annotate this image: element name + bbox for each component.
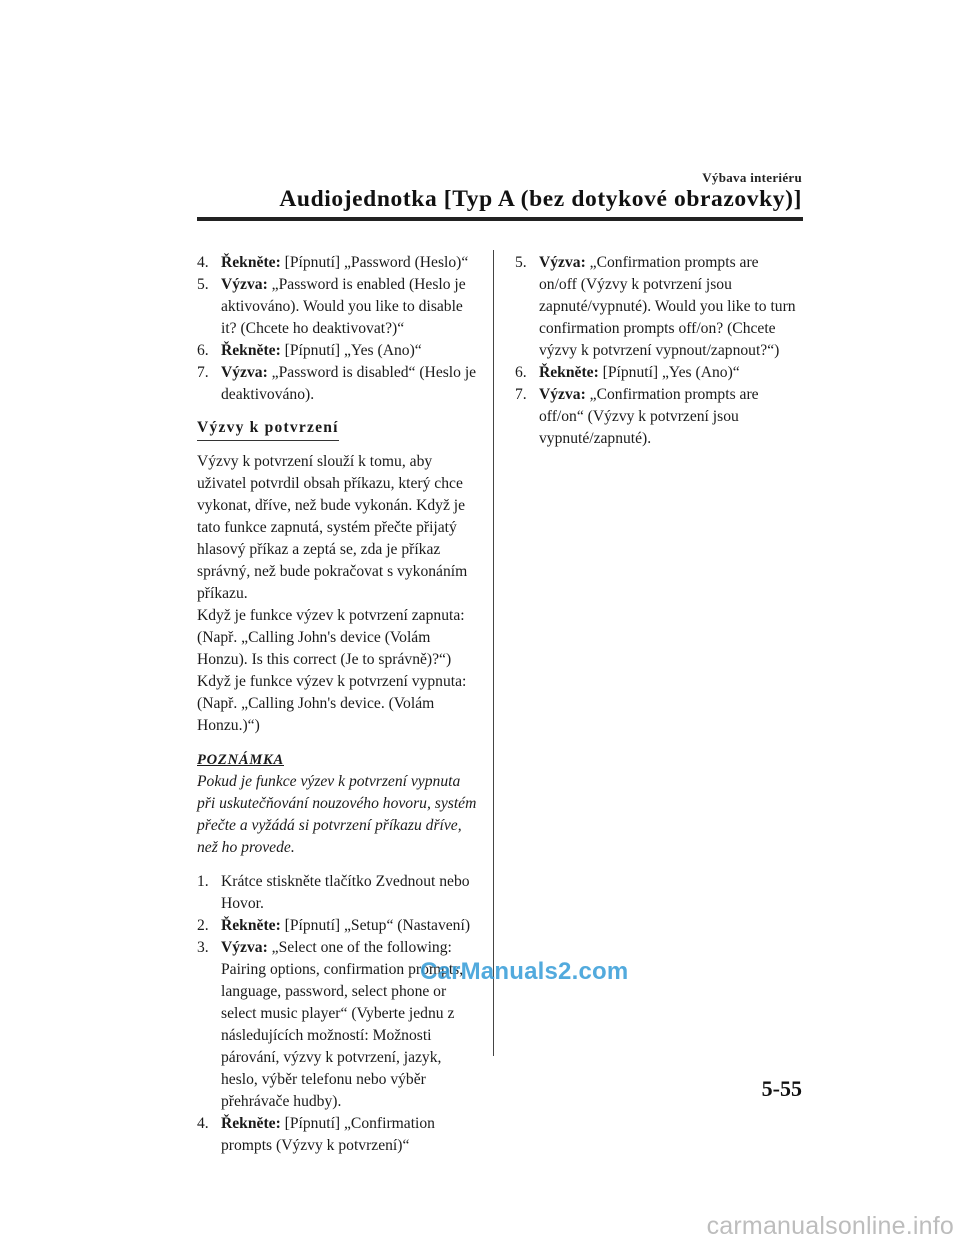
step-number: 4.	[197, 254, 209, 271]
step-text: „Confirmation prompts are on/off (Výzvy k potvrzení jsou zapnuté/vypnuté). Would you like to turn confirmation prompts off/on? (Chcete výzvy k potvrzení vypnout/zapnout?“)	[539, 254, 796, 359]
step-number: 7.	[515, 386, 527, 403]
step-number: 6.	[515, 364, 527, 381]
header-rule	[197, 217, 803, 221]
step-text: [Pípnutí] „Confirmation prompts (Výzvy k potvrzení)“	[221, 1115, 435, 1154]
page-number: 5-55	[761, 1076, 802, 1101]
note-title: POZNÁMKA	[197, 752, 284, 768]
footer-watermark: carmanualsonline.info	[706, 1212, 954, 1240]
step-text: [Pípnutí] „Password (Heslo)“	[280, 254, 469, 271]
step-number: 3.	[197, 939, 209, 956]
step-keyword: Výzva:	[539, 386, 586, 403]
step-item	[197, 915, 482, 937]
step-keyword: Výzva:	[221, 939, 268, 956]
step-item	[197, 340, 482, 362]
page-title: Audiojednotka [Typ A (bez dotykové obrazovky)]	[279, 186, 802, 212]
note-text: Pokud je funkce výzev k potvrzení vypnuta při uskutečňování nouzového hovoru, systém přečte a vyžádá si potvrzení příkazu dříve, než ho provede.	[197, 773, 477, 856]
step-item	[197, 274, 482, 340]
step-text: „Confirmation prompts are off/on“ (Výzvy k potvrzení jsou vypnuté/zapnuté).	[539, 386, 759, 447]
step-keyword: Řekněte:	[221, 917, 281, 934]
step-text: „Password is disabled“ (Heslo je deaktivováno).	[221, 364, 477, 403]
step-item	[197, 871, 482, 915]
paragraph: Když je funkce výzev k potvrzení vypnuta: (Např. „Calling John's device. (Volám Honzu.)“)	[197, 673, 467, 734]
left-column	[197, 252, 482, 1157]
step-item	[197, 362, 482, 406]
step-number: 7.	[197, 364, 209, 381]
step-item	[197, 1113, 482, 1157]
step-item	[515, 384, 800, 450]
paragraph: Když je funkce výzev k potvrzení zapnuta: (Např. „Calling John's device (Volám Honzu). Is this correct (Je to správně)?“)	[197, 607, 465, 668]
step-text: [Pípnutí] „Setup“ (Nastavení)	[280, 917, 471, 934]
subheading: Výzvy k potvrzení	[197, 417, 339, 441]
step-text: [Pípnutí] „Yes (Ano)“	[280, 342, 422, 359]
step-number: 2.	[197, 917, 209, 934]
step-number: 5.	[515, 254, 527, 271]
step-keyword: Řekněte:	[221, 1115, 281, 1132]
step-number: 6.	[197, 342, 209, 359]
step-keyword: Výzva:	[221, 276, 268, 293]
step-item	[515, 252, 800, 362]
step-item	[515, 362, 800, 384]
step-item	[197, 252, 482, 274]
step-text: „Select one of the following: Pairing options, confirmation prompts, language, password, select phone or select music player“ (Vyberte jednu z následujících možností: Možnosti párování, výzvy k potvrzení, jazyk, heslo, výběr telefonu nebo výběr přehrávače hudby).	[221, 939, 464, 1110]
watermark-logo: CarManuals2.com	[420, 958, 629, 985]
paragraph: Výzvy k potvrzení slouží k tomu, aby uživatel potvrdil obsah příkazu, který chce vykonat, dříve, než bude vykonán. Když je tato funkce zapnutá, systém přečte přijatý hlasový příkaz a zeptá se, zda je příkaz správný, než bude pokračovat s vykonáním příkazu.	[197, 453, 468, 602]
step-keyword: Výzva:	[221, 364, 268, 381]
step-keyword: Řekněte:	[539, 364, 599, 381]
step-number: 4.	[197, 1115, 209, 1132]
right-column	[515, 252, 800, 450]
step-text: [Pípnutí] „Yes (Ano)“	[598, 364, 740, 381]
step-number: 5.	[197, 276, 209, 293]
step-number: 1.	[197, 873, 209, 890]
step-keyword: Řekněte:	[221, 254, 281, 271]
column-divider	[493, 250, 494, 1056]
step-text: „Password is enabled (Heslo je aktivováno). Would you like to disable it? (Chcete ho deaktivovat?)“	[221, 276, 466, 337]
step-keyword: Výzva:	[539, 254, 586, 271]
step-keyword: Řekněte:	[221, 342, 281, 359]
step-text: Krátce stiskněte tlačítko Zvednout nebo Hovor.	[221, 873, 470, 912]
section-label: Výbava interiéru	[702, 170, 802, 185]
